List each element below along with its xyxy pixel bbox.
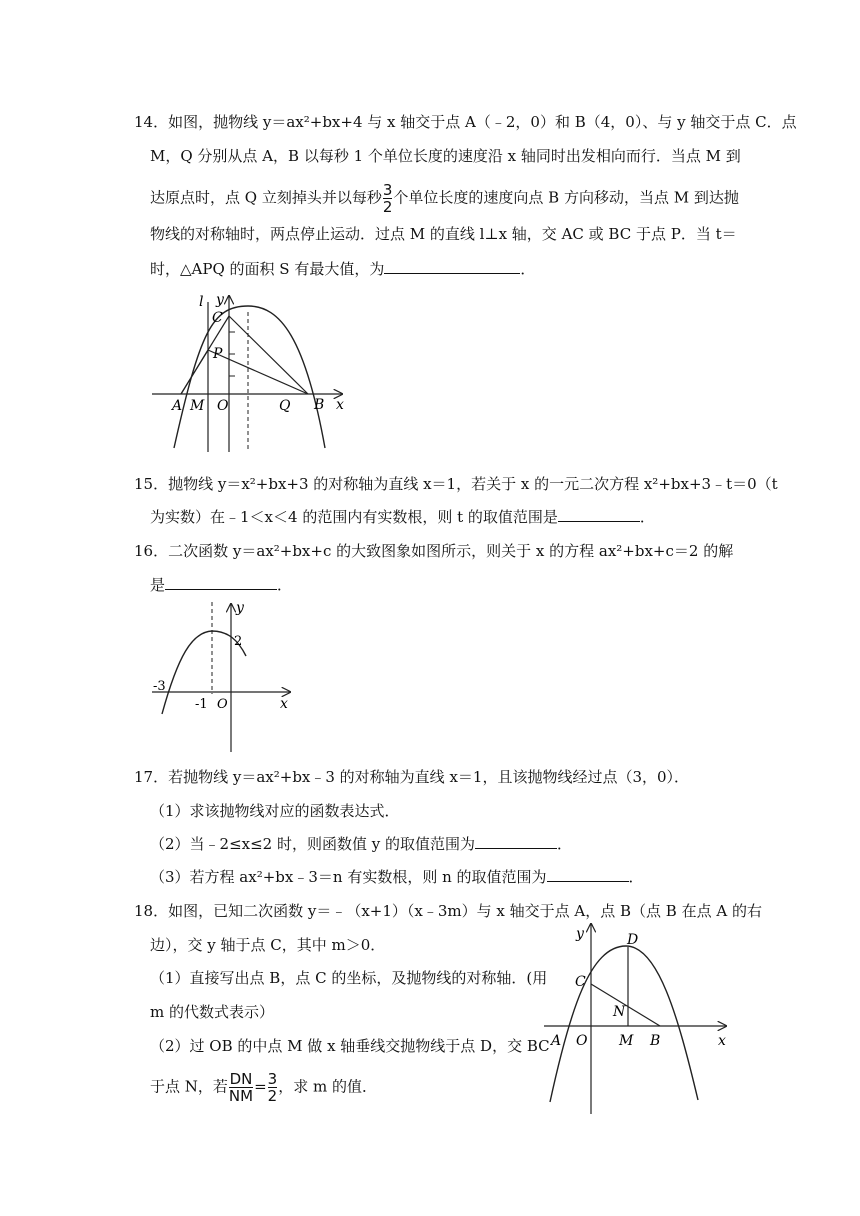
q14-figure: [150, 292, 350, 454]
q16-line-1: 16．二次函数 y＝ax²+bx+c 的大致图象如图所示，则关于 x 的方程 ax²+bx+c＝2 的解: [134, 542, 734, 560]
label-d: D: [627, 932, 639, 948]
label-x: x: [336, 397, 344, 413]
answer-blank[interactable]: [384, 259, 520, 274]
segment-pb: [208, 350, 308, 394]
fraction-three-halves: [383, 182, 393, 215]
q18-line-6a: 于点 N，若: [150, 1077, 228, 1096]
q17-line-3b: ．: [557, 835, 573, 853]
answer-blank[interactable]: [475, 834, 557, 849]
q14-line-3a: 达原点时，点 Q 立刻掉头并以每秒: [150, 188, 382, 207]
label-c: C: [575, 974, 586, 990]
segment-ap: [181, 350, 208, 394]
q14-line-5: [150, 258, 535, 280]
q17-line-4: [150, 866, 644, 888]
label-y: y: [576, 926, 584, 942]
fraction-numerator: 3: [382, 181, 393, 199]
q18-line-4: m 的代数式表示）: [150, 1003, 274, 1021]
q17-line-3a: （2）当﹣2≤x≤2 时，则函数值 y 的取值范围为: [150, 835, 476, 853]
q14-line-5b: ．: [520, 260, 536, 278]
q18-line-3: （1）直接写出点 B，点 C 的坐标，及抛物线的对称轴．(用: [150, 969, 548, 987]
label-y: y: [216, 292, 224, 308]
parabola-curve: [550, 946, 698, 1102]
q17-line-4b: ．: [628, 868, 644, 886]
label-neg3: -3: [153, 679, 166, 694]
q15-line-1: 15．抛物线 y＝x²+bx+3 的对称轴为直线 x＝1，若关于 x 的一元二次方程 x²+bx+3﹣t＝0（t: [134, 475, 778, 493]
label-o: O: [217, 398, 229, 414]
q16-line-2b: ．: [277, 576, 293, 594]
fraction-dn-nm: [229, 1071, 253, 1104]
segment-cb: [229, 316, 308, 394]
q14-line-2: M，Q 分别从点 A，B 以每秒 1 个单位长度的速度沿 x 轴同时出发相向而行．当点 M 到: [150, 147, 741, 165]
fraction-numerator: DN: [229, 1070, 253, 1088]
label-b: B: [650, 1033, 661, 1049]
q17-line-4a: （3）若方程 ax²+bx﹣3＝n 有实数根，则 n 的取值范围为: [150, 868, 547, 886]
label-p: P: [213, 346, 223, 362]
answer-blank[interactable]: [165, 575, 277, 590]
q17-line-2: （1）求该抛物线对应的函数表达式．: [150, 802, 400, 820]
q14-line-1: 14．如图，抛物线 y＝ax²+bx+4 与 x 轴交于点 A（﹣2，0）和 B（4，0）、与 y 轴交于点 C．点: [134, 113, 797, 131]
q16-line-2: [150, 574, 292, 596]
q16-line-2a: 是: [150, 576, 166, 594]
q18-line-6: [150, 1071, 377, 1104]
label-neg1: -1: [195, 697, 208, 712]
fraction-denominator: NM: [228, 1087, 254, 1105]
fraction-three-halves: [268, 1071, 278, 1104]
label-x: x: [718, 1033, 726, 1049]
label-two: 2: [234, 634, 243, 649]
q17-line-1: 17．若抛物线 y＝ax²+bx﹣3 的对称轴为直线 x＝1，且该抛物线经过点（3，0）．: [134, 768, 690, 786]
label-n: N: [613, 1004, 626, 1020]
q14-line-3b: 个单位长度的速度向点 B 方向移动，当点 M 到达抛: [393, 188, 739, 207]
fraction-denominator: 2: [267, 1087, 278, 1105]
label-m: M: [190, 398, 205, 414]
q17-line-3: [150, 833, 572, 855]
label-o: O: [217, 697, 228, 712]
equals-sign: =: [254, 1077, 267, 1096]
label-x: x: [280, 696, 288, 712]
label-a: A: [172, 398, 183, 414]
fraction-denominator: 2: [382, 198, 393, 216]
answer-blank[interactable]: [547, 867, 629, 882]
q16-figure: [150, 598, 296, 754]
q15-line-2b: ．: [639, 508, 655, 526]
q15-line-2: [150, 506, 655, 528]
label-o: O: [576, 1033, 588, 1049]
label-l: l: [199, 294, 204, 310]
label-a: A: [551, 1033, 562, 1049]
q18-line-1: 18．如图，已知二次函数 y＝﹣（x+1）（x﹣3m）与 x 轴交于点 A，点 B（点 B 在点 A 的右: [134, 902, 762, 920]
q18-line-6b: ，求 m 的值．: [278, 1077, 377, 1096]
q14-line-4: 物线的对称轴时，两点停止运动．过点 M 的直线 l⊥x 轴，交 AC 或 BC 于点 P．当 t＝: [150, 225, 737, 243]
fraction-numerator: 3: [267, 1070, 278, 1088]
q14-line-5a: 时，△APQ 的面积 S 有最大值，为: [150, 260, 385, 278]
q15-line-2a: 为实数）在﹣1＜x＜4 的范围内有实数根，则 t 的取值范围是: [150, 508, 558, 526]
q18-line-2: 边），交 y 轴于点 C，其中 m＞0．: [150, 936, 386, 954]
label-q: Q: [279, 398, 291, 414]
answer-blank[interactable]: [558, 507, 640, 522]
segment-cb: [591, 984, 660, 1026]
parabola-curve: [174, 306, 325, 448]
label-c: C: [212, 310, 223, 326]
q14-line-3: [150, 182, 739, 215]
label-b: B: [314, 397, 325, 413]
label-m: M: [619, 1033, 634, 1049]
q18-figure: [540, 920, 736, 1116]
q18-line-5: （2）过 OB 的中点 M 做 x 轴垂线交抛物线于点 D，交 BC: [150, 1037, 550, 1055]
label-y: y: [236, 600, 244, 616]
